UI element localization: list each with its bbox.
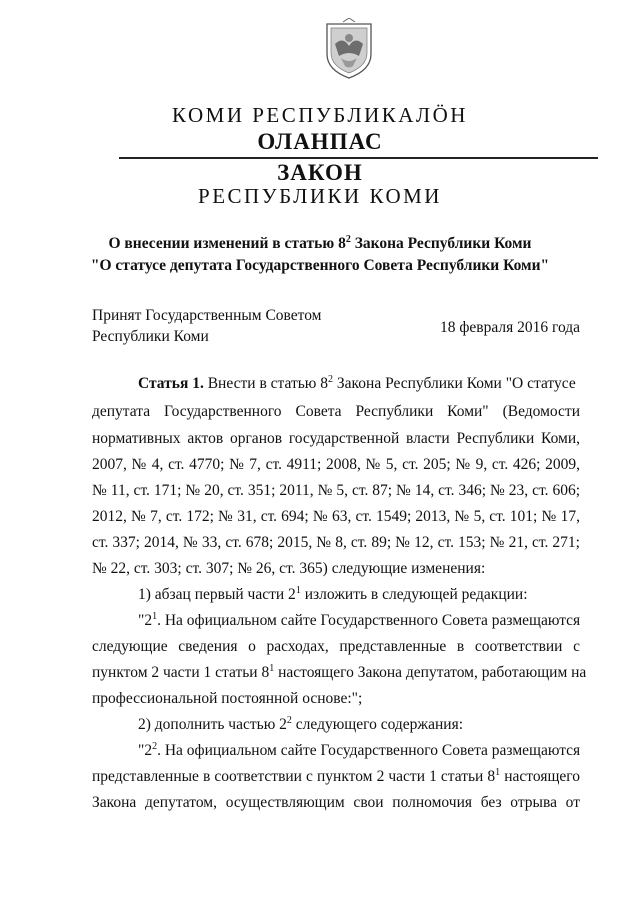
quote-superscript: 1 [269,663,275,674]
item-text: изложить в следующей редакции: [300,586,528,603]
article-superscript: 2 [328,374,334,385]
quote-superscript: 1 [495,767,501,778]
article-line: нормативных актов органов государственной власти Республики Коми, [92,430,580,447]
item-superscript: 1 [295,585,301,596]
adoption-line2: Республики Коми [92,328,209,345]
item-text: следующего содержания: [291,716,464,733]
header-komi-republic: КОМИ РЕСПУБЛИКАЛӦН [172,103,468,127]
quote-text: . На официальном сайте Государственного Совета размещаются [157,742,581,759]
article-line: ст. 337; 2014, № 33, ст. 678; 2015, № 8, ст. 89; № 12, ст. 153; № 21, ст. 271; [92,534,580,551]
article-line: депутата Государственного Совета Республики Коми" (Ведомости [92,403,580,420]
article-line: 2007, № 4, ст. 4770; № 7, ст. 4911; 2008, № 5, ст. 205; № 9, ст. 426; 2009, [92,456,580,473]
article-label: Статья 1. [138,375,204,392]
quote-1-line3 [92,663,587,682]
law-subject-line2: "О статусе депутата Государственного Совета Республики Коми" [90,257,550,274]
quote-text: пунктом 2 части 1 статьи 8 [92,664,270,681]
article-text: Внести в статью 8 [203,375,329,392]
header-respubliki-komi: РЕСПУБЛИКИ КОМИ [198,184,442,208]
article-1-heading [138,375,580,393]
quote-1-line4: профессиональной постоянной основе:"; [92,690,363,707]
quote-1-line1 [138,612,580,630]
article-text: Закона Республики Коми "О статусе [333,375,576,392]
coat-of-arms-emblem [323,18,375,80]
adoption-date: 18 февраля 2016 года [440,319,581,336]
quote-text: . На официальном сайте Государственного Совета размещаются [157,612,581,629]
header-divider [119,157,598,159]
subject-text: Закона Республики Коми [350,235,532,252]
amendment-item-1 [138,586,580,604]
quote-text: "2 [138,742,153,759]
subject-text: О внесении изменений в статью 8 [108,235,346,252]
item-text: 1) абзац первый части 2 [138,586,296,603]
quote-2-line3: Закона депутатом, осуществляющим свои полномочия без отрыва от [92,794,580,811]
quote-2-line2 [92,768,580,786]
article-line: 2012, № 7, ст. 172; № 31, ст. 694; № 63, ст. 1549; 2013, № 5, ст. 101; № 17, [92,508,580,525]
subject-superscript: 2 [345,234,351,245]
article-line: № 11, ст. 171; № 20, ст. 351; 2011, № 5, ст. 87; № 14, ст. 346; № 23, ст. 606; [92,482,580,499]
item-text: 2) дополнить частью 2 [138,716,287,733]
quote-1-line2: следующие сведения о расходах, представленные в соответствии с [92,638,580,655]
quote-superscript: 1 [152,611,158,622]
header-olanpas: ОЛАНПАС [257,129,383,154]
quote-text: "2 [138,612,153,629]
article-line: № 22, ст. 303; ст. 307; № 26, ст. 365) следующие изменения: [92,560,486,577]
quote-text: настоящего Закона депутатом, работающим на [274,664,587,681]
quote-2-line1 [138,742,580,760]
law-subject-line1 [60,233,580,255]
adoption-block [92,305,322,347]
amendment-item-2 [138,716,580,734]
header-zakon: ЗАКОН [277,160,363,185]
quote-superscript: 2 [152,741,158,752]
quote-text: настоящего [500,768,580,785]
item-superscript: 2 [286,715,292,726]
adoption-line1: Принят Государственным Советом [92,307,322,324]
quote-text: представленные в соответствии с пунктом 2 части 1 статьи 8 [92,768,496,785]
